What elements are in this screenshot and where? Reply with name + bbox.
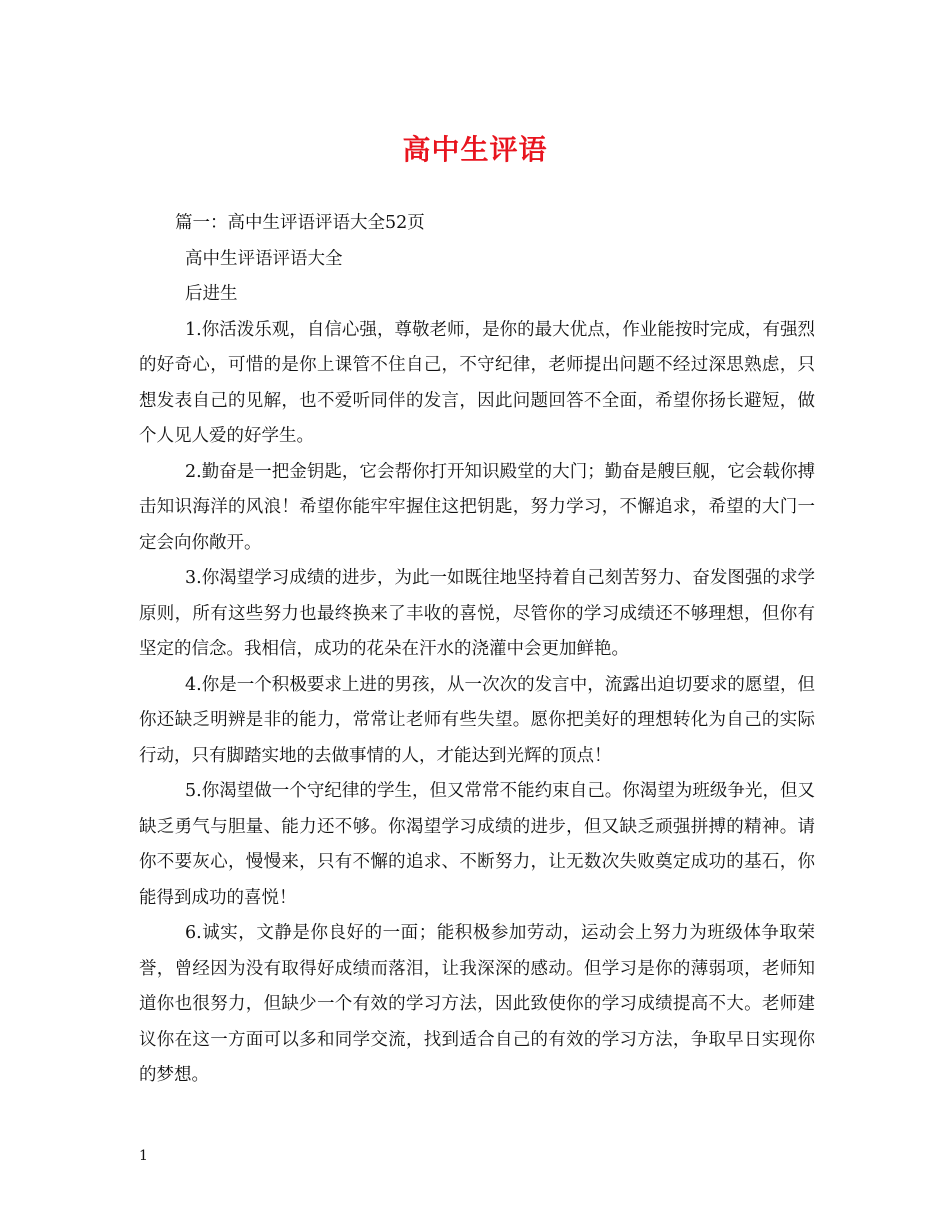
category-label: 后进生 — [185, 284, 238, 304]
comment-paragraph-2: 2.勤奋是一把金钥匙，它会帮你打开知识殿堂的大门；勤奋是艘巨舰，它会载你搏击知识海洋的风浪！希望你能牢牢握住这把钥匙，努力学习，不懈追求，希望的大门一定会向你敞开。 — [139, 461, 815, 553]
section-heading: 篇一：高中生评语评语大全52页 — [175, 213, 425, 233]
subtitle: 高中生评语评语大全 — [185, 248, 343, 269]
comment-paragraph-5: 5.你渴望做一个守纪律的学生，但又常常不能约束自己。你渴望为班级争光，但又缺乏勇气与胆量、能力还不够。你渴望学习成绩的进步，但又缺乏顽强拼搏的精神。请你不要灰心，慢慢来，只有不懈的追求、不断努力，让无数次失败奠定成功的基石，你能得到成功的喜悦！ — [139, 781, 815, 908]
document-body — [139, 206, 815, 1094]
document-title: 高中生评语 — [402, 133, 548, 166]
comment-paragraph-1: 1.你活泼乐观，自信心强，尊敬老师，是你的最大优点，作业能按时完成，有强烈的好奇心，可惜的是你上课管不住自己，不守纪律，老师提出问题不经过深思熟虑，只想发表自己的见解，也不爱听同伴的发言，因此问题回答不全面，希望你扬长避短，做个人见人爱的好学生。 — [139, 319, 815, 446]
comment-paragraph-4: 4.你是一个积极要求上进的男孩，从一次次的发言中，流露出迫切要求的愿望，但你还缺乏明辨是非的能力，常常让老师有些失望。愿你把美好的理想转化为自己的实际行动，只有脚踏实地的去做事情的人，才能达到光辉的顶点！ — [139, 674, 815, 766]
comment-paragraph-6: 6.诚实，文静是你良好的一面；能积极参加劳动，运动会上努力为班级体争取荣誉，曾经因为没有取得好成绩而落泪，让我深深的感动。但学习是你的薄弱项，老师知道你也很努力，但缺少一个有效的学习方法，因此致使你的学习成绩提高不大。老师建议你在这一方面可以多和同学交流，找到适合自己的有效的学习方法，争取早日实现你的梦想。 — [139, 923, 815, 1085]
comment-paragraph-3: 3.你渴望学习成绩的进步，为此一如既往地坚持着自己刻苦努力、奋发图强的求学原则，所有这些努力也最终换来了丰收的喜悦，尽管你的学习成绩还不够理想，但你有坚定的信念。我相信，成功的花朵在汗水的浇灌中会更加鲜艳。 — [139, 568, 815, 659]
page-number: 1 — [139, 1148, 148, 1164]
